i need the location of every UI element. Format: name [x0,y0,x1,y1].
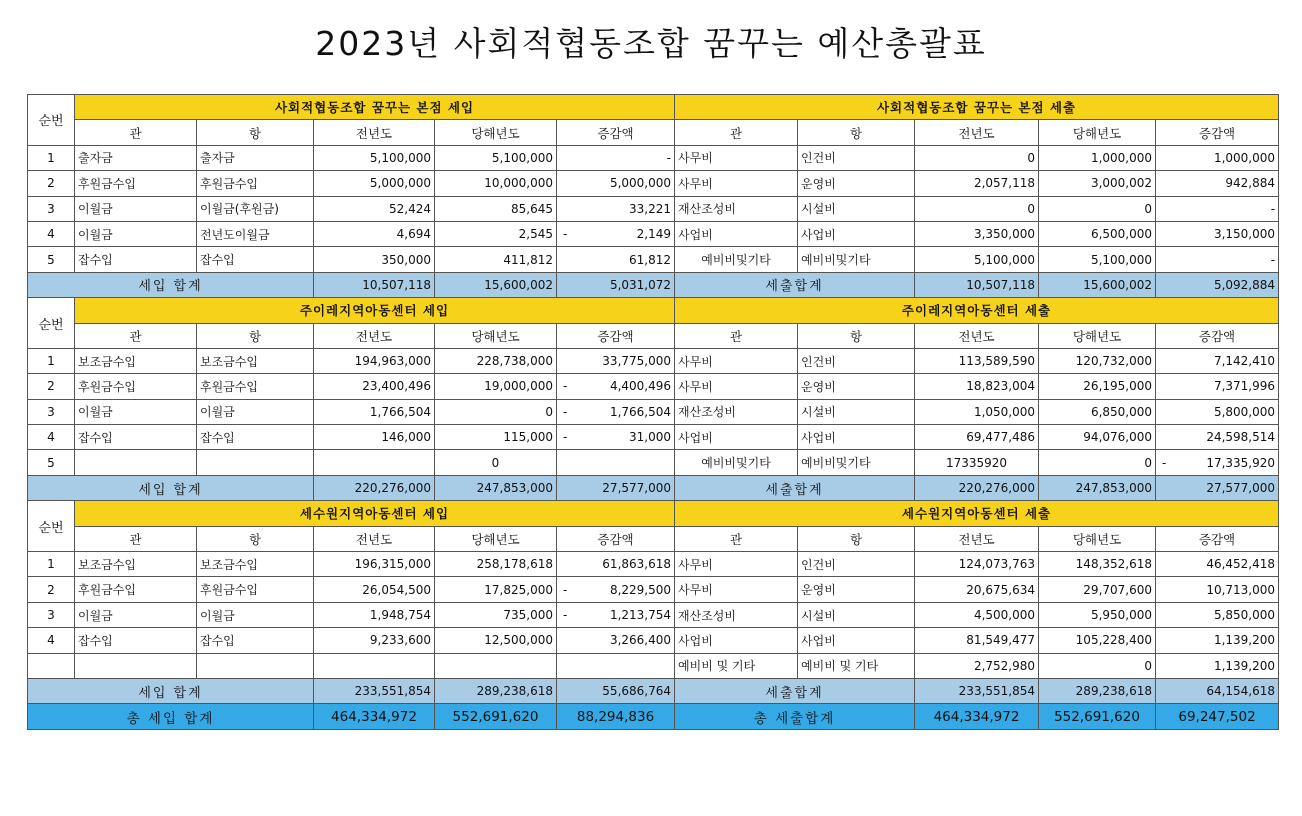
expense-difference [1156,247,1279,272]
expense-prev-year: 3,350,000 [915,221,1039,246]
income-prev-year: 194,963,000 [314,348,435,373]
income-difference [557,399,675,424]
expense-gwan: 재산조성비 [675,602,798,627]
income-total-prev: 220,276,000 [314,475,435,500]
table-row [28,145,1279,170]
cell-value: 1,139,200 [1213,658,1276,673]
expense-hang: 운영비 [798,577,915,602]
income-total-label: 세입 합계 [28,272,314,297]
column-header-prev: 전년도 [915,526,1039,551]
expense-hang: 인건비 [798,145,915,170]
cell-value: 5,800,000 [1213,404,1276,419]
cell-value: 24,598,514 [1206,430,1276,445]
income-current-year: 0 [435,399,557,424]
income-prev-year: 52,424 [314,196,435,221]
table-row [28,450,1279,475]
income-section-title: 주이레지역아동센터 세입 [75,298,675,323]
income-gwan: 출자금 [75,145,197,170]
column-header-curr: 당해년도 [435,120,557,145]
cell-value: 17,335,920 [1206,455,1276,470]
income-current-year: 12,500,000 [435,628,557,653]
subtotal-row [28,678,1279,703]
income-prev-year: 1,948,754 [314,602,435,627]
income-gwan: 후원금수입 [75,171,197,196]
income-difference [557,577,675,602]
expense-current-year: 120,732,000 [1039,348,1156,373]
column-header-hang: 항 [197,323,314,348]
cell-value: 5,850,000 [1213,608,1276,622]
cell-value: 10,713,000 [1206,582,1276,597]
expense-current-year: 148,352,618 [1039,552,1156,577]
income-prev-year: 146,000 [314,425,435,450]
expense-prev-year: 81,549,477 [915,628,1039,653]
row-number: 4 [28,425,75,450]
cell-value: 1,000,000 [1213,150,1276,165]
expense-prev-year: 4,500,000 [915,602,1039,627]
expense-total-prev: 10,507,118 [915,272,1039,297]
income-current-year: 411,812 [435,247,557,272]
income-difference [557,196,675,221]
section-header-row [28,95,1279,120]
cell-value: 8,229,500 [609,582,672,597]
income-current-year: 258,178,618 [435,552,557,577]
income-gwan: 후원금수입 [75,577,197,602]
expense-total-curr: 247,853,000 [1039,475,1156,500]
expense-current-year: 5,950,000 [1039,602,1156,627]
income-gwan [75,450,197,475]
expense-difference [1156,399,1279,424]
income-current-year: 2,545 [435,221,557,246]
column-header-row [28,120,1279,145]
table-row [28,628,1279,653]
negative-sign: - [563,608,568,622]
expense-difference [1156,602,1279,627]
column-header-hang: 항 [798,120,915,145]
cell-value: 46,452,418 [1206,557,1276,572]
grand-expense-prev: 464,334,972 [915,704,1039,729]
income-hang: 전년도이월금 [197,221,314,246]
income-gwan: 보조금수입 [75,552,197,577]
cell-value: 1,766,504 [609,404,672,419]
income-current-year: 19,000,000 [435,374,557,399]
expense-hang: 시설비 [798,399,915,424]
income-prev-year [314,653,435,678]
income-difference [557,552,675,577]
column-header-gwan: 관 [75,120,197,145]
income-total-curr: 247,853,000 [435,475,557,500]
cell-value: 7,371,996 [1213,379,1276,394]
expense-hang: 예비비및기타 [798,450,915,475]
negative-sign: - [1162,455,1167,470]
expense-gwan: 예비비및기타 [675,450,798,475]
expense-hang: 인건비 [798,348,915,373]
expense-current-year: 6,850,000 [1039,399,1156,424]
expense-gwan: 사무비 [675,145,798,170]
income-gwan: 이월금 [75,196,197,221]
row-number: 2 [28,577,75,602]
column-header-diff: 증감액 [1156,323,1279,348]
column-header-diff: 증감액 [557,120,675,145]
table-row [28,425,1279,450]
expense-gwan: 사무비 [675,577,798,602]
negative-sign: - [563,227,568,242]
column-header-hang: 항 [197,120,314,145]
negative-sign: - [563,404,568,419]
income-prev-year: 4,694 [314,221,435,246]
expense-difference [1156,628,1279,653]
column-header-prev: 전년도 [915,120,1039,145]
expense-gwan: 사무비 [675,374,798,399]
expense-current-year: 0 [1039,196,1156,221]
income-prev-year: 5,000,000 [314,171,435,196]
income-prev-year [314,450,435,475]
expense-total-diff: 5,092,884 [1156,272,1279,297]
row-number: 1 [28,348,75,373]
income-hang: 이월금 [197,602,314,627]
table-row [28,399,1279,424]
column-header-hang: 항 [798,323,915,348]
expense-gwan: 예비비및기타 [675,247,798,272]
column-header-gwan: 관 [675,120,798,145]
income-gwan: 잡수입 [75,628,197,653]
column-header-curr: 당해년도 [435,323,557,348]
negative-sign: - [563,430,568,445]
expense-hang: 인건비 [798,552,915,577]
negative-sign: - [563,379,568,394]
expense-prev-year: 2,752,980 [915,653,1039,678]
income-difference [557,653,675,678]
income-current-year: 228,738,000 [435,348,557,373]
income-prev-year: 26,054,500 [314,577,435,602]
column-header-gwan: 관 [675,526,798,551]
income-hang: 잡수입 [197,425,314,450]
grand-expense-label: 총 세출합계 [675,704,915,729]
grand-expense-diff: 69,247,502 [1156,704,1279,729]
income-current-year: 5,100,000 [435,145,557,170]
expense-prev-year: 0 [915,196,1039,221]
row-number: 3 [28,399,75,424]
income-current-year [435,653,557,678]
income-hang: 후원금수입 [197,577,314,602]
row-number: 2 [28,374,75,399]
expense-section-title: 사회적협동조합 꿈꾸는 본점 세출 [675,95,1279,120]
cell-value: 5,000,000 [609,176,672,191]
income-difference [557,450,675,475]
income-hang: 이월금 [197,399,314,424]
grand-total-row [28,704,1279,729]
table-row [28,171,1279,196]
negative-sign: - [563,582,568,597]
grand-income-diff: 88,294,836 [557,704,675,729]
column-header-gwan: 관 [75,323,197,348]
row-number [28,653,75,678]
expense-difference [1156,145,1279,170]
expense-difference [1156,374,1279,399]
expense-gwan: 사업비 [675,425,798,450]
income-difference [557,247,675,272]
income-difference [557,374,675,399]
column-header-prev: 전년도 [915,323,1039,348]
subtotal-row [28,272,1279,297]
expense-hang: 시설비 [798,602,915,627]
income-hang: 잡수입 [197,628,314,653]
expense-difference [1156,221,1279,246]
expense-hang: 예비비 및 기타 [798,653,915,678]
income-difference [557,602,675,627]
expense-total-prev: 233,551,854 [915,678,1039,703]
expense-current-year: 6,500,000 [1039,221,1156,246]
expense-prev-year: 2,057,118 [915,171,1039,196]
income-difference [557,221,675,246]
expense-gwan: 사무비 [675,348,798,373]
column-header-prev: 전년도 [314,323,435,348]
cell-value: 942,884 [1225,176,1276,191]
cell-value: 3,266,400 [609,633,672,648]
income-current-year: 17,825,000 [435,577,557,602]
expense-gwan: 사업비 [675,628,798,653]
income-hang: 후원금수입 [197,374,314,399]
income-prev-year: 5,100,000 [314,145,435,170]
table-row [28,374,1279,399]
table-row [28,577,1279,602]
column-header-diff: 증감액 [1156,120,1279,145]
income-current-year: 735,000 [435,602,557,627]
expense-total-prev: 220,276,000 [915,475,1039,500]
income-current-year: 85,645 [435,196,557,221]
income-prev-year: 196,315,000 [314,552,435,577]
cell-value: 61,812 [629,252,672,267]
cell-value: 33,221 [629,201,672,216]
column-header-curr: 당해년도 [1039,526,1156,551]
row-number: 3 [28,602,75,627]
income-prev-year: 350,000 [314,247,435,272]
expense-total-diff: 27,577,000 [1156,475,1279,500]
income-prev-year: 1,766,504 [314,399,435,424]
expense-gwan: 재산조성비 [675,196,798,221]
column-header-row [28,526,1279,551]
expense-section-title: 주이레지역아동센터 세출 [675,298,1279,323]
expense-gwan: 사무비 [675,171,798,196]
cell-value: 2,149 [636,227,672,242]
column-header-gwan: 관 [75,526,197,551]
expense-prev-year: 5,100,000 [915,247,1039,272]
income-difference [557,171,675,196]
income-gwan: 이월금 [75,602,197,627]
expense-gwan: 재산조성비 [675,399,798,424]
expense-current-year: 94,076,000 [1039,425,1156,450]
income-total-curr: 15,600,002 [435,272,557,297]
expense-total-label: 세출합계 [675,475,915,500]
grand-expense-curr: 552,691,620 [1039,704,1156,729]
income-current-year: 10,000,000 [435,171,557,196]
cell-value: 7,142,410 [1213,354,1276,369]
expense-hang: 시설비 [798,196,915,221]
expense-prev-year: 69,477,486 [915,425,1039,450]
expense-total-curr: 289,238,618 [1039,678,1156,703]
row-number: 4 [28,221,75,246]
expense-difference [1156,653,1279,678]
income-prev-year: 9,233,600 [314,628,435,653]
table-row [28,653,1279,678]
column-header-gwan: 관 [675,323,798,348]
expense-current-year: 0 [1039,450,1156,475]
expense-total-diff: 64,154,618 [1156,678,1279,703]
income-total-prev: 10,507,118 [314,272,435,297]
income-gwan [75,653,197,678]
income-difference [557,425,675,450]
income-hang: 보조금수입 [197,552,314,577]
expense-difference [1156,552,1279,577]
expense-difference [1156,450,1279,475]
seq-header: 순번 [28,95,75,146]
income-current-year: 0 [435,450,557,475]
expense-current-year: 5,100,000 [1039,247,1156,272]
row-number: 1 [28,552,75,577]
cell-value: 1,139,200 [1213,633,1276,648]
cell-value: - [1270,252,1276,267]
column-header-diff: 증감액 [557,323,675,348]
expense-current-year: 3,000,002 [1039,171,1156,196]
column-header-curr: 당해년도 [435,526,557,551]
row-number: 1 [28,145,75,170]
expense-prev-year: 0 [915,145,1039,170]
expense-current-year: 105,228,400 [1039,628,1156,653]
cell-value: 3,150,000 [1213,227,1276,242]
table-row [28,602,1279,627]
expense-prev-year: 20,675,634 [915,577,1039,602]
row-number: 4 [28,628,75,653]
income-hang: 잡수입 [197,247,314,272]
column-header-curr: 당해년도 [1039,120,1156,145]
expense-prev-year: 17335920 [915,450,1039,475]
expense-current-year: 1,000,000 [1039,145,1156,170]
cell-value: 4,400,496 [609,379,672,394]
income-total-label: 세입 합계 [28,475,314,500]
cell-value: - [666,150,672,165]
income-difference [557,628,675,653]
expense-hang: 운영비 [798,171,915,196]
column-header-hang: 항 [197,526,314,551]
income-total-curr: 289,238,618 [435,678,557,703]
expense-hang: 사업비 [798,425,915,450]
cell-value: 61,863,618 [602,557,672,572]
row-number: 3 [28,196,75,221]
page-title: 2023년 사회적협동조합 꿈꾸는 예산총괄표 [315,24,987,63]
subtotal-row [28,475,1279,500]
income-hang [197,653,314,678]
income-total-diff: 55,686,764 [557,678,675,703]
income-gwan: 후원금수입 [75,374,197,399]
income-gwan: 이월금 [75,399,197,424]
income-gwan: 잡수입 [75,425,197,450]
expense-hang: 사업비 [798,628,915,653]
expense-gwan: 예비비 및 기타 [675,653,798,678]
income-total-diff: 27,577,000 [557,475,675,500]
income-current-year: 115,000 [435,425,557,450]
expense-gwan: 사무비 [675,552,798,577]
column-header-hang: 항 [798,526,915,551]
expense-difference [1156,171,1279,196]
expense-hang: 사업비 [798,221,915,246]
table-row [28,247,1279,272]
expense-hang: 운영비 [798,374,915,399]
table-row [28,196,1279,221]
expense-prev-year: 124,073,763 [915,552,1039,577]
budget-table [27,94,1279,730]
expense-difference [1156,577,1279,602]
income-hang: 보조금수입 [197,348,314,373]
expense-prev-year: 113,589,590 [915,348,1039,373]
income-total-prev: 233,551,854 [314,678,435,703]
expense-difference [1156,425,1279,450]
expense-current-year: 29,707,600 [1039,577,1156,602]
cell-value: 1,213,754 [609,608,672,622]
income-section-title: 세수원지역아동센터 세입 [75,501,675,526]
expense-current-year: 0 [1039,653,1156,678]
row-number: 5 [28,247,75,272]
expense-prev-year: 18,823,004 [915,374,1039,399]
column-header-prev: 전년도 [314,120,435,145]
table-row [28,552,1279,577]
seq-header: 순번 [28,298,75,349]
column-header-row [28,323,1279,348]
table-row [28,221,1279,246]
income-difference [557,348,675,373]
row-number: 5 [28,450,75,475]
expense-total-label: 세출합계 [675,678,915,703]
cell-value: 33,775,000 [602,354,672,369]
income-difference [557,145,675,170]
column-header-diff: 증감액 [1156,526,1279,551]
income-gwan: 잡수입 [75,247,197,272]
income-hang: 이월금(후원금) [197,196,314,221]
expense-difference [1156,348,1279,373]
table-row [28,348,1279,373]
income-hang: 출자금 [197,145,314,170]
column-header-curr: 당해년도 [1039,323,1156,348]
column-header-diff: 증감액 [557,526,675,551]
income-total-label: 세입 합계 [28,678,314,703]
expense-section-title: 세수원지역아동센터 세출 [675,501,1279,526]
cell-value: - [1270,201,1276,216]
grand-income-label: 총 세입 합계 [28,704,314,729]
income-hang [197,450,314,475]
grand-income-curr: 552,691,620 [435,704,557,729]
seq-header: 순번 [28,501,75,552]
grand-income-prev: 464,334,972 [314,704,435,729]
income-prev-year: 23,400,496 [314,374,435,399]
expense-hang: 예비비및기타 [798,247,915,272]
row-number: 2 [28,171,75,196]
income-gwan: 이월금 [75,221,197,246]
expense-prev-year: 1,050,000 [915,399,1039,424]
section-header-row [28,501,1279,526]
income-gwan: 보조금수입 [75,348,197,373]
expense-gwan: 사업비 [675,221,798,246]
income-hang: 후원금수입 [197,171,314,196]
expense-total-curr: 15,600,002 [1039,272,1156,297]
section-header-row [28,298,1279,323]
column-header-prev: 전년도 [314,526,435,551]
expense-total-label: 세출합계 [675,272,915,297]
expense-current-year: 26,195,000 [1039,374,1156,399]
cell-value: 31,000 [629,430,672,445]
expense-difference [1156,196,1279,221]
income-section-title: 사회적협동조합 꿈꾸는 본점 세입 [75,95,675,120]
income-total-diff: 5,031,072 [557,272,675,297]
